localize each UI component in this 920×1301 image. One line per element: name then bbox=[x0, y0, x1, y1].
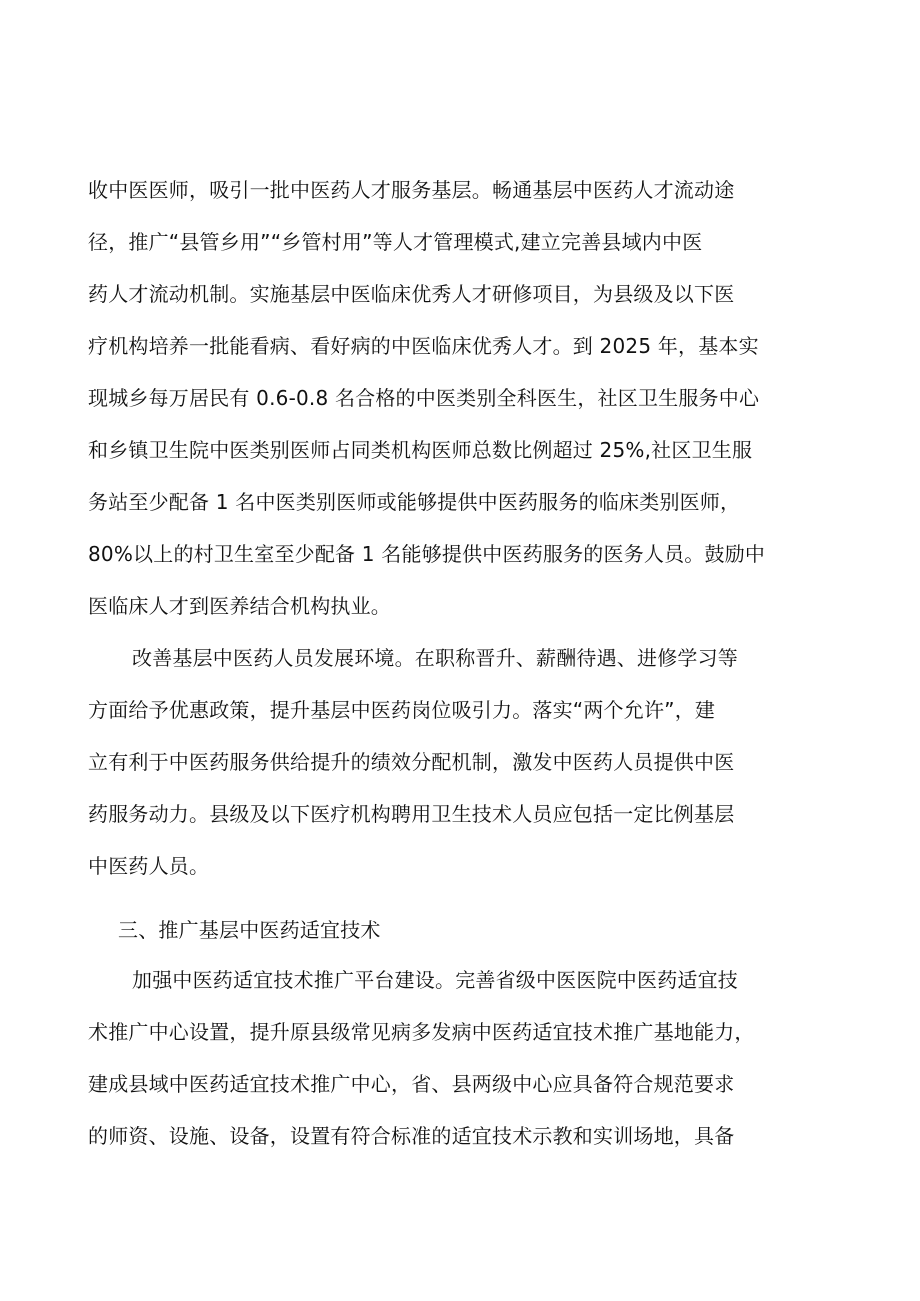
text-line: 务站至少配备 1 名中医类别医师或能够提供中医药服务的临床类别医师， bbox=[88, 490, 741, 514]
text-line: 现城乡每万居民有 0.6-0.8 名合格的中医类别全科医生，社区卫生服务中心 bbox=[88, 386, 760, 410]
text-line: 立有利于中医药服务供给提升的绩效分配机制，激发中医药人员提供中医 bbox=[88, 750, 735, 774]
text-line: 加强中医药适宜技术推广平台建设。完善省级中医医院中医药适宜技 bbox=[132, 968, 738, 992]
section-heading: 三、推广基层中医药适宜技术 bbox=[118, 918, 381, 942]
text-line: 中医药人员。 bbox=[88, 854, 210, 878]
text-line: 术推广中心设置，提升原县级常见病多发病中医药适宜技术推广基地能力， bbox=[88, 1020, 755, 1044]
text-line: 药人才流动机制。实施基层中医临床优秀人才研修项目，为县级及以下医 bbox=[88, 282, 735, 306]
text-line: 建成县域中医药适宜技术推广中心，省、县两级中心应具备符合规范要求 bbox=[88, 1072, 735, 1096]
text-line: 和乡镇卫生院中医类别医师占同类机构医师总数比例超过 25%,社区卫生服 bbox=[88, 438, 753, 462]
text-line: 药服务动力。县级及以下医疗机构聘用卫生技术人员应包括一定比例基层 bbox=[88, 802, 735, 826]
text-line: 医临床人才到医养结合机构执业。 bbox=[88, 594, 391, 618]
text-line: 方面给予优惠政策，提升基层中医药岗位吸引力。落实“两个允许”，建 bbox=[88, 698, 716, 722]
text-line: 收中医医师，吸引一批中医药人才服务基层。畅通基层中医药人才流动途 bbox=[88, 178, 735, 202]
text-line: 改善基层中医药人员发展环境。在职称晋升、薪酬待遇、进修学习等 bbox=[132, 646, 738, 670]
text-line: 径，推广“县管乡用”“乡管村用”等人才管理模式,建立完善县域内中医 bbox=[88, 230, 703, 254]
text-line: 的师资、设施、设备，设置有符合标准的适宜技术示教和实训场地，具备 bbox=[88, 1124, 735, 1148]
text-line: 疗机构培养一批能看病、看好病的中医临床优秀人才。到 2025 年，基本实 bbox=[88, 334, 759, 358]
text-line: 80%以上的村卫生室至少配备 1 名能够提供中医药服务的医务人员。鼓励中 bbox=[88, 542, 766, 566]
